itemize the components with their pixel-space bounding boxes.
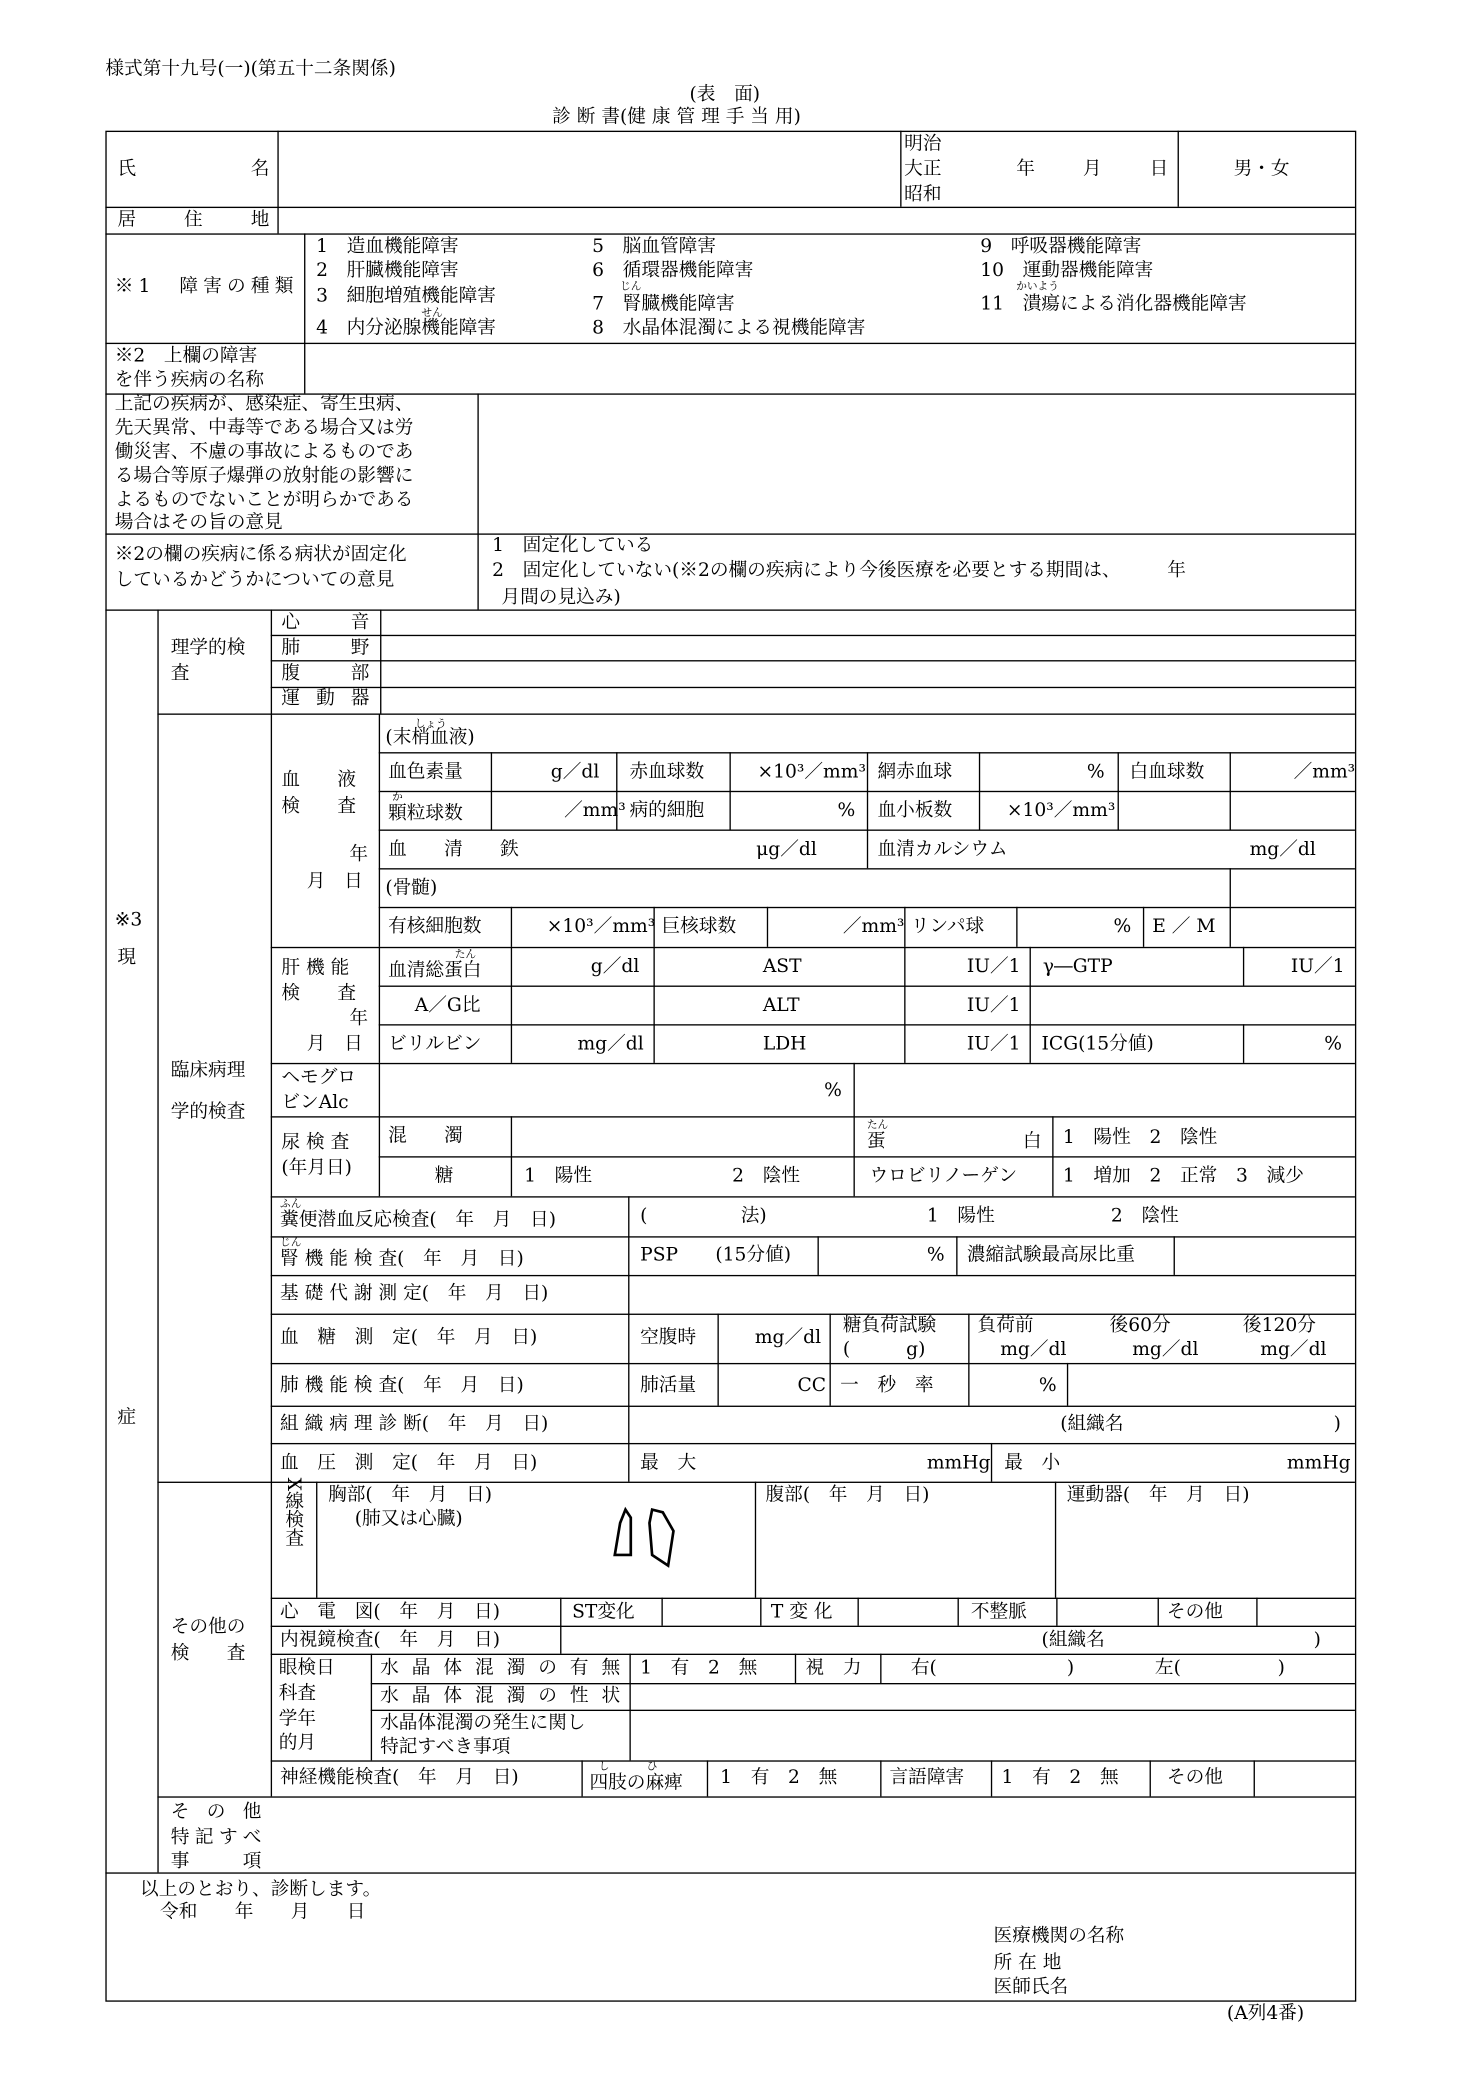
- histology-label: 組 織 病 理 診 断( 年 月 日): [280, 1413, 549, 1435]
- rule-line: [729, 752, 730, 829]
- clinical-label: 臨床病理: [170, 1060, 246, 1082]
- furigana: し: [598, 1760, 610, 1773]
- disability-type-label: ※1 障害の種類: [114, 276, 294, 298]
- rule-line: [277, 131, 278, 234]
- rule-line: [105, 533, 1355, 534]
- left-eye-label: 左(: [1154, 1657, 1181, 1680]
- bone-marrow-label: (骨髄): [385, 877, 438, 899]
- hba1c-label: ビンAlc: [281, 1092, 349, 1114]
- unit: IU／1: [966, 994, 1021, 1017]
- gtt-dose: ( g): [842, 1338, 926, 1361]
- icg-label: ICG(15分値): [1041, 1033, 1154, 1055]
- fixed-label: ※2の欄の疾病に係る病状が固定化: [114, 544, 407, 566]
- rule-line: [880, 1654, 881, 1683]
- glucose-label: 血 糖 測 定( 年 月 日): [280, 1326, 538, 1349]
- tissue-name-label: (組織名: [1060, 1413, 1124, 1435]
- rule-line: [371, 1654, 372, 1761]
- protein-options: 1 陽性 2 陰性: [1062, 1126, 1218, 1149]
- rule-line: [511, 907, 512, 947]
- unit: %: [837, 800, 856, 822]
- visual-acuity-label: 視 力: [805, 1657, 862, 1680]
- rbc-label: 赤血球数: [629, 761, 705, 783]
- fixed-option: 1 固定化している: [492, 534, 654, 557]
- fasting-label: 空腹時: [640, 1326, 697, 1349]
- unit: IU／1: [966, 956, 1021, 978]
- furigana: たん: [866, 1118, 889, 1131]
- granulocyte-label: 顆粒球数: [388, 802, 463, 825]
- speech-options: 1 有 2 無: [1001, 1767, 1119, 1789]
- rule-line: [661, 1598, 662, 1626]
- limb-paralysis-label: 四肢の麻痺: [589, 1772, 683, 1794]
- serum-iron-label: 血 清 鉄: [388, 838, 519, 861]
- opinion-label: 上記の疾病が、感染症、寄生虫病、: [114, 393, 414, 415]
- concentration-test-label: 濃縮試験最高尿比重: [966, 1244, 1135, 1266]
- gtt-label: 糖負荷試験: [842, 1314, 937, 1337]
- notes-label: その他: [170, 1801, 262, 1824]
- rule-line: [1143, 907, 1144, 947]
- eye-label: 眼検日: [278, 1657, 335, 1680]
- after-60-label: 後60分: [1109, 1314, 1171, 1337]
- cataract-label: 水晶体混濁の有無: [380, 1657, 621, 1680]
- rule-line: [829, 1314, 830, 1406]
- eye-label: 的月: [278, 1732, 317, 1754]
- s3-mark: ※3: [114, 909, 143, 931]
- rule-line: [1158, 1598, 1159, 1626]
- rule-line: [271, 1598, 1355, 1599]
- rule-line: [904, 947, 905, 1063]
- platelet-label: 血小板数: [877, 800, 953, 822]
- disability-item: 9 呼吸器機能障害: [980, 236, 1142, 258]
- liver-label: 検 査: [281, 982, 357, 1005]
- bp-min-label: 最 小: [1004, 1452, 1061, 1474]
- ecg-other-label: その他: [1166, 1601, 1223, 1623]
- rule-line: [581, 1760, 582, 1796]
- sex-field: 男・女: [1233, 158, 1290, 181]
- name-label: 名: [250, 158, 270, 181]
- rule-line: [271, 660, 1355, 661]
- xray-label: X線検査: [282, 1477, 305, 1547]
- unit: ／mm³: [1293, 761, 1356, 783]
- physical-item: 心音: [281, 612, 370, 634]
- eye-label: 学年: [278, 1708, 317, 1730]
- clinical-label: 学的検査: [170, 1101, 246, 1123]
- furigana: せん: [421, 306, 443, 319]
- opinion-label: よるものでないことが明らかである: [114, 489, 414, 511]
- unit: g／dl: [550, 761, 600, 783]
- disease-label: ※2 上欄の障害: [114, 345, 258, 367]
- institution-label: 医療機関の名称: [993, 1925, 1125, 1948]
- unit: ×10³／mm³: [546, 916, 656, 938]
- unit: %: [1086, 761, 1105, 783]
- rule-line: [1254, 1760, 1255, 1796]
- era-showa: 昭和: [904, 184, 942, 206]
- rule-line: [629, 1654, 630, 1761]
- furigana: ふん: [280, 1197, 302, 1210]
- ggt-label: γ―GTP: [1042, 956, 1113, 978]
- rule-line: [491, 752, 492, 829]
- rule-line: [817, 1236, 818, 1275]
- day-label: 日: [1149, 158, 1169, 181]
- motor-xray-label: 運動器( 年 月 日): [1066, 1484, 1250, 1506]
- liver-label: 月 日: [306, 1033, 363, 1055]
- unit: mg／dl: [1132, 1338, 1199, 1361]
- liver-label: 年: [349, 1008, 369, 1030]
- rule-line: [379, 1024, 1355, 1025]
- nerve-test-label: 神経機能検査( 年 月 日): [280, 1767, 519, 1789]
- rule-line: [755, 1482, 756, 1598]
- lung-test-label: 肺 機 能 検 査( 年 月 日): [280, 1374, 524, 1397]
- year-label: 年: [1016, 158, 1035, 181]
- s3-label: 症: [117, 1406, 137, 1429]
- rule-line: [157, 1796, 1355, 1797]
- rule-line: [316, 1482, 317, 1598]
- disability-item: 11 潰瘍による消化器機能障害: [980, 293, 1247, 315]
- physical-item: 肺野: [281, 637, 370, 659]
- sugar-negative: 2 陰性: [732, 1165, 801, 1187]
- rule-line: [1052, 1116, 1053, 1196]
- right-eye-label: 右(: [910, 1657, 937, 1680]
- opinion-label: 場合はその旨の意見: [114, 512, 283, 534]
- unit: mg／dl: [754, 1326, 822, 1349]
- rule-line: [717, 1314, 718, 1406]
- disability-item: 7 腎臓機能障害: [592, 293, 735, 315]
- rule-line: [271, 1196, 1355, 1197]
- paren: ): [1066, 1657, 1075, 1680]
- rule-line: [157, 713, 1355, 714]
- unit: g／dl: [590, 956, 640, 978]
- abnormal-cell-label: 病的細胞: [629, 800, 705, 822]
- urobilinogen-options: 1 増加 2 正常 3 減少: [1062, 1165, 1304, 1187]
- rule-line: [1178, 131, 1179, 207]
- reticulocyte-label: 網赤血球: [877, 761, 953, 783]
- ag-ratio-label: A／G比: [414, 994, 481, 1017]
- bmr-label: 基 礎 代 謝 測 定( 年 月 日): [280, 1282, 549, 1305]
- rule-line: [271, 947, 1355, 948]
- rule-line: [380, 609, 381, 713]
- urine-label: (年月日): [281, 1157, 352, 1179]
- method-field: ( 法): [640, 1205, 767, 1227]
- total-protein-label: 血清総蛋白: [388, 960, 482, 982]
- rule-line: [271, 1236, 1355, 1237]
- chest-xray-label: 胸部( 年 月 日): [328, 1484, 493, 1506]
- after-120-label: 後120分: [1242, 1314, 1316, 1337]
- rule-line: [271, 1275, 1355, 1276]
- address-label: 所 在 地: [993, 1952, 1062, 1974]
- unit: %: [1113, 916, 1132, 938]
- peripheral-label: (末梢血液): [385, 726, 475, 749]
- rule-line: [511, 1116, 512, 1196]
- other-tests-label: 検 査: [170, 1642, 246, 1665]
- pre-load-label: 負荷前: [977, 1314, 1034, 1337]
- nerve-other-label: その他: [1166, 1767, 1223, 1789]
- opinion-label: 先天異常、中毒等である場合又は労: [114, 417, 414, 439]
- lymphocyte-label: リンパ球: [910, 916, 985, 938]
- rule-line: [371, 1683, 1355, 1684]
- ldh-label: LDH: [762, 1033, 807, 1055]
- blood-label: 月 日: [306, 870, 363, 893]
- hemoglobin-label: 血色素量: [388, 761, 463, 783]
- disability-item: 5 脳血管障害: [592, 236, 717, 258]
- rule-line: [795, 1654, 796, 1683]
- unit: mg／dl: [1000, 1338, 1067, 1361]
- unit: mmHg: [926, 1452, 991, 1474]
- diagnosis-date: 令和 年 月 日: [160, 1901, 366, 1924]
- unit: mg／dl: [1249, 838, 1316, 861]
- form-number: 様式第十九号(一)(第五十二条関係): [105, 58, 396, 81]
- fev1-label: 一 秒 率: [840, 1374, 934, 1397]
- physical-item: 腹部: [281, 662, 370, 685]
- form-title: 診 断 書(健 康 管 理 手 当 用): [552, 106, 801, 129]
- rule-line: [271, 687, 1355, 688]
- furigana: か: [392, 790, 403, 803]
- speech-disorder-label: 言語障害: [889, 1767, 965, 1789]
- cataract-note-label: 特記すべき事項: [380, 1736, 511, 1758]
- rule-line: [271, 1626, 1355, 1627]
- rule-line: [991, 1760, 992, 1796]
- unit: %: [1038, 1374, 1057, 1397]
- rule-line: [1055, 1482, 1056, 1598]
- disease-label: を伴う疾病の名称: [114, 369, 265, 391]
- unit: %: [1324, 1033, 1343, 1055]
- rule-line: [379, 1156, 1355, 1157]
- rule-line: [900, 131, 901, 207]
- rule-line: [271, 1406, 1355, 1407]
- protein-label: 白: [1022, 1130, 1042, 1153]
- notes-label: 特記すべ: [170, 1827, 262, 1849]
- disability-item: 1 造血機能障害: [316, 236, 459, 258]
- month-label: 月: [1082, 158, 1102, 181]
- unit: %: [926, 1244, 945, 1266]
- unit: ×10³／mm³: [757, 761, 866, 783]
- rule-line: [1243, 1024, 1244, 1063]
- rule-line: [858, 1598, 859, 1626]
- urobilinogen-label: ウロビリノーゲン: [869, 1165, 1018, 1187]
- rule-line: [271, 1443, 1355, 1444]
- occult-positive: 1 陽性: [926, 1205, 995, 1227]
- vital-capacity-label: 肺活量: [640, 1374, 697, 1397]
- unit: %: [824, 1080, 842, 1102]
- rule-line: [880, 1760, 881, 1796]
- rule-line: [956, 1236, 957, 1275]
- rule-line: [1067, 1363, 1068, 1406]
- rule-line: [379, 907, 1355, 908]
- nucleated-cell-label: 有核細胞数: [388, 916, 482, 938]
- eye-label: 科査: [278, 1683, 317, 1705]
- disability-item: 6 循環器機能障害: [592, 260, 754, 282]
- rule-line: [767, 907, 768, 947]
- name-label: 氏: [117, 158, 137, 181]
- rule-line: [653, 947, 654, 1063]
- furigana: かいよう: [1016, 280, 1059, 293]
- rule-line: [867, 752, 868, 868]
- era-meiji: 明治: [904, 133, 942, 155]
- rule-line: [1243, 947, 1244, 986]
- psp-label: PSP (15分値): [640, 1244, 792, 1266]
- other-tests-label: その他の: [170, 1616, 246, 1638]
- rule-line: [304, 233, 305, 393]
- endoscopy-label: 内視鏡検査( 年 月 日): [280, 1629, 501, 1651]
- rule-line: [1230, 907, 1231, 947]
- urine-label: 尿 検 査: [281, 1132, 350, 1154]
- unit: ／mm³: [564, 800, 626, 822]
- rule-line: [271, 635, 1355, 636]
- bilirubin-label: ビリルビン: [388, 1033, 482, 1055]
- rule-line: [979, 752, 980, 829]
- disability-item: 3 細胞増殖機能障害: [316, 285, 496, 307]
- unit: ×10³／mm³: [1006, 800, 1116, 822]
- disability-item: 10 運動器機能障害: [980, 260, 1154, 282]
- rule-line: [379, 713, 380, 946]
- furigana: ひ: [646, 1760, 658, 1773]
- opinion-label: る場合等原子爆弾の放射能の影響に: [114, 465, 414, 487]
- unit: IU／1: [1290, 956, 1345, 978]
- rule-line: [760, 1598, 761, 1626]
- unit: mg／dl: [1260, 1338, 1327, 1361]
- disability-item: 2 肝臓機能障害: [316, 260, 459, 282]
- rule-line: [271, 1063, 1355, 1064]
- side-label: (表 面): [689, 84, 761, 106]
- bp-max-label: 最 大: [640, 1452, 697, 1474]
- rule-line: [968, 1314, 969, 1406]
- disability-item: 4 内分泌腺機能障害: [316, 317, 496, 339]
- rule-line: [105, 233, 1355, 234]
- chest-sub-label: (肺又は心臓): [354, 1508, 463, 1530]
- rule-line: [105, 343, 1355, 344]
- rule-line: [379, 947, 380, 1063]
- physical-exam-label: 理学的検: [170, 637, 246, 659]
- rule-line: [105, 609, 1355, 610]
- rule-line: [991, 1443, 992, 1482]
- rule-line: [271, 1654, 1355, 1655]
- rule-line: [105, 207, 1355, 208]
- rule-line: [1056, 1598, 1057, 1626]
- lung-illustration-icon: [607, 1504, 682, 1571]
- wbc-label: 白血球数: [1129, 761, 1205, 783]
- rule-line: [854, 1063, 855, 1196]
- physical-exam-label: 査: [170, 662, 190, 685]
- cataract-note-label: 水晶体混濁の発生に関し: [380, 1712, 586, 1734]
- occult-negative: 2 陰性: [1110, 1205, 1179, 1227]
- furigana: たん: [454, 948, 477, 961]
- renal-test-label: 腎 機 能 検 査( 年 月 日): [280, 1248, 524, 1270]
- occult-blood-label: 糞便潜血反応検査( 年 月 日): [280, 1209, 557, 1231]
- rule-line: [379, 868, 1355, 869]
- rule-line: [371, 1710, 1355, 1711]
- serum-calcium-label: 血清カルシウム: [877, 838, 1008, 861]
- turbidity-label: 混 濁: [388, 1125, 463, 1147]
- statement: 以上のとおり、診断します。: [140, 1879, 382, 1901]
- paper-size: (A列4番): [1226, 2003, 1305, 2025]
- paralysis-options: 1 有 2 無: [720, 1767, 838, 1789]
- blood-label: 血 液: [281, 769, 357, 791]
- unit: μg／dl: [756, 838, 817, 861]
- blood-label: 年: [349, 844, 369, 866]
- paren: ): [1313, 1629, 1321, 1651]
- rule-line: [1174, 1236, 1175, 1275]
- paren: ): [1277, 1657, 1285, 1680]
- unit: IU／1: [966, 1033, 1021, 1055]
- rule-line: [511, 947, 512, 1063]
- rule-line: [707, 1760, 708, 1796]
- furigana: しょう: [414, 717, 447, 730]
- rule-line: [1150, 1760, 1151, 1796]
- arrhythmia-label: 不整脈: [970, 1601, 1027, 1623]
- rule-line: [105, 1872, 1355, 1873]
- alt-label: ALT: [762, 994, 800, 1017]
- paren: ): [1333, 1413, 1341, 1435]
- opinion-label: 働災害、不慮の事故によるものであ: [114, 441, 414, 463]
- furigana: じん: [620, 280, 642, 293]
- cataract-nature-label: 水晶体混濁の性状: [380, 1685, 621, 1708]
- ecg-label: 心 電 図( 年 月 日): [280, 1601, 501, 1623]
- rule-line: [157, 609, 158, 1872]
- fixed-label: しているかどうかについての意見: [114, 569, 395, 591]
- sugar-positive: 1 陽性: [524, 1165, 593, 1187]
- st-change-label: ST変化: [572, 1601, 635, 1623]
- address-label: 居住地: [117, 209, 270, 231]
- rule-line: [379, 1063, 380, 1196]
- ast-label: AST: [762, 956, 802, 978]
- rule-line: [1230, 868, 1231, 907]
- unit: ／mm³: [842, 916, 905, 938]
- blood-pressure-label: 血 圧 測 定( 年 月 日): [280, 1452, 538, 1474]
- rule-line: [1118, 752, 1119, 829]
- rule-line: [560, 1598, 561, 1654]
- protein-label: 蛋: [866, 1130, 886, 1153]
- unit: CC: [797, 1374, 827, 1397]
- rule-line: [477, 393, 478, 609]
- s3-label: 現: [117, 946, 137, 969]
- rule-line: [379, 986, 1355, 987]
- notes-label: 事 項: [170, 1851, 262, 1873]
- em-ratio-label: E ／ M: [1152, 916, 1216, 938]
- fixed-option: 2 固定化していない(※2の欄の疾病により今後医療を必要とする期間は、 年: [492, 560, 1186, 582]
- abdomen-xray-label: 腹部( 年 月 日): [765, 1484, 930, 1506]
- era-taisho: 大正: [904, 158, 942, 181]
- rule-line: [958, 1598, 959, 1626]
- liver-label: 肝 機 能: [281, 957, 350, 979]
- rule-line: [271, 1314, 1355, 1315]
- unit: mmHg: [1286, 1452, 1351, 1474]
- unit: mg／dl: [577, 1033, 644, 1055]
- fixed-option: 月間の見込み): [501, 586, 621, 609]
- rule-line: [1016, 907, 1017, 947]
- t-change-label: T 変 化: [770, 1601, 833, 1623]
- megakaryocyte-label: 巨核球数: [661, 916, 737, 938]
- rule-line: [271, 1116, 1355, 1117]
- rule-line: [271, 1760, 1355, 1761]
- rule-line: [271, 1363, 1355, 1364]
- rule-line: [628, 1196, 629, 1481]
- rule-line: [1030, 947, 1031, 1063]
- disability-item: 8 水晶体混濁による視機能障害: [592, 317, 866, 339]
- doctor-name-label: 医師氏名: [993, 1976, 1069, 1998]
- tissue-name-label: (組織名: [1041, 1629, 1105, 1651]
- hba1c-label: ヘモグロ: [281, 1066, 357, 1089]
- sugar-label: 糖: [434, 1165, 454, 1187]
- cataract-options: 1 有 2 無: [640, 1657, 758, 1680]
- rule-line: [271, 609, 272, 1796]
- rule-line: [1230, 752, 1231, 829]
- physical-item: 運動器: [281, 688, 370, 710]
- furigana: じん: [280, 1236, 302, 1249]
- rule-line: [1256, 1598, 1257, 1626]
- blood-label: 検 査: [281, 796, 357, 818]
